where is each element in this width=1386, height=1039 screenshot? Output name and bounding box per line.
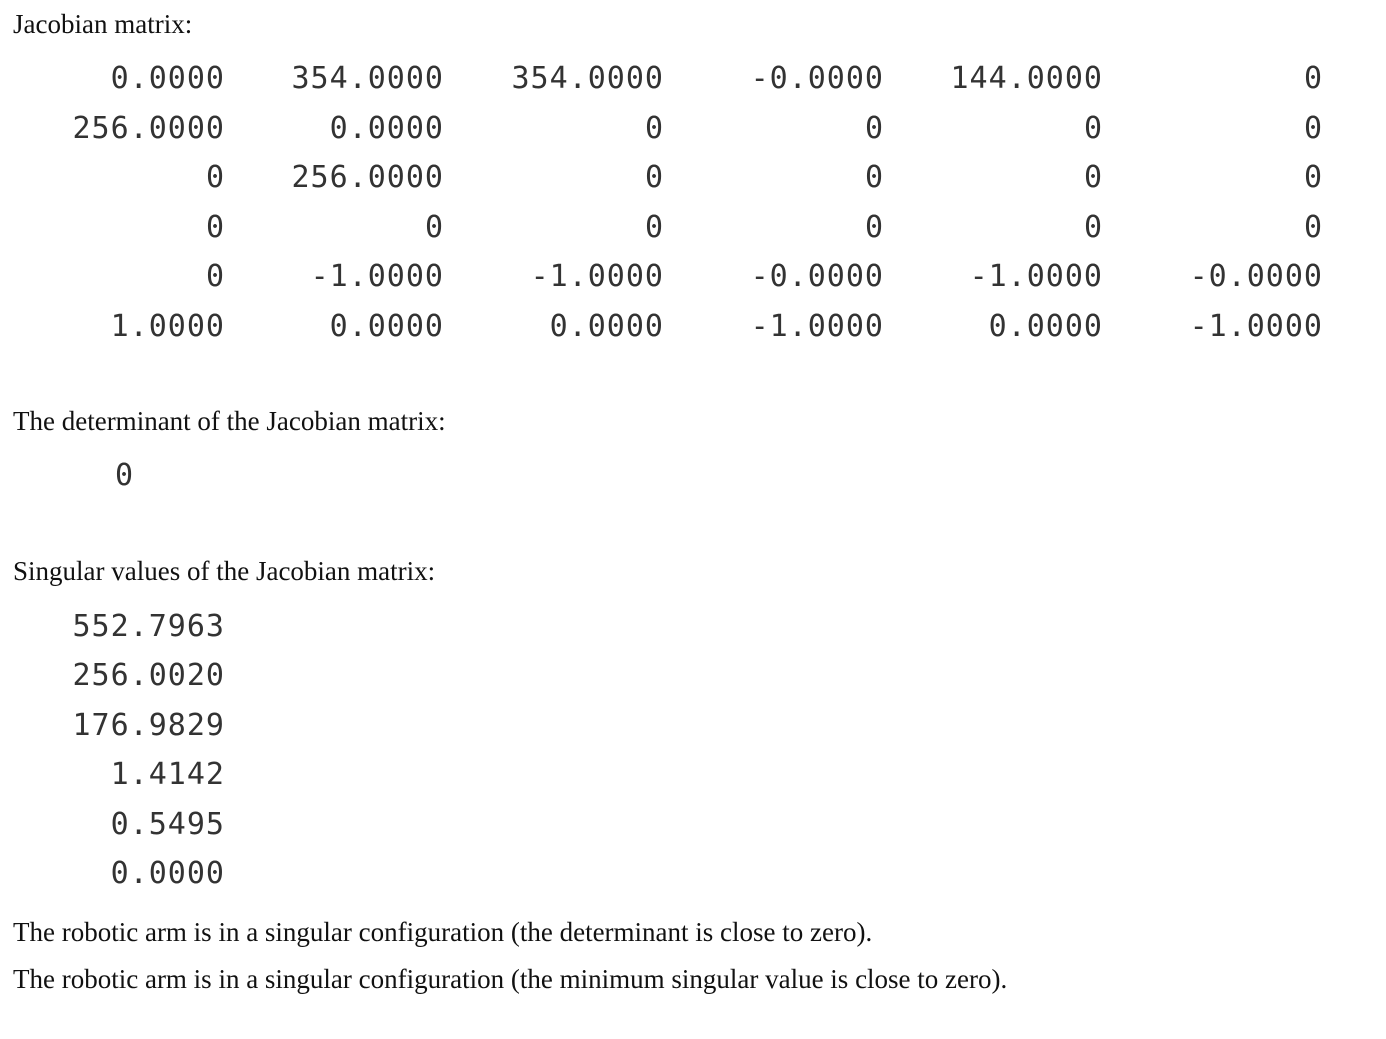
matrix-cell: -0.0000 [750, 259, 884, 295]
matrix-cell: 0 [1303, 160, 1323, 196]
matrix-cell: 0 [205, 160, 225, 196]
singular-value: 256.0020 [72, 658, 225, 694]
matrix-cell: 0.0000 [988, 308, 1103, 344]
singular-value: 1.4142 [110, 757, 225, 793]
matrix-cell: 0.0000 [329, 110, 444, 146]
matrix-cell: -1.0000 [750, 308, 884, 344]
matrix-cell: 0 [1303, 209, 1323, 245]
matrix-cell: 0 [205, 209, 225, 245]
matrix-cell: -1.0000 [310, 259, 444, 295]
matrix-cell: 0 [644, 209, 664, 245]
matrix-cell: 144.0000 [950, 61, 1103, 96]
matrix-cell: 0.0000 [110, 61, 225, 96]
matrix-cell: 0 [1083, 160, 1103, 196]
singular-values-title: Singular values of the Jacobian matrix: [13, 556, 436, 586]
matrix-cell: 0 [1083, 110, 1103, 146]
matrix-cell: 0.0000 [329, 308, 444, 344]
matrix-cell: -0.0000 [750, 61, 884, 96]
matrix-cell: -1.0000 [1189, 308, 1323, 344]
matrix-cell: 0 [864, 110, 884, 146]
jacobian-title: Jacobian matrix: [13, 9, 193, 39]
singular-value: 176.9829 [72, 707, 225, 743]
matrix-cell: 354.0000 [291, 61, 444, 96]
singular-value: 0.0000 [110, 855, 225, 891]
matrix-cell: 0 [205, 259, 225, 295]
matrix-cell: 256.0000 [72, 110, 225, 146]
matrix-cell: 0.0000 [549, 308, 664, 344]
matrix-cell: -1.0000 [530, 259, 664, 295]
matrix-cell: 0 [1303, 110, 1323, 146]
matrix-cell: 0 [644, 110, 664, 146]
determinant-message: The robotic arm is in a singular configuration (the determinant is close to zero). [13, 917, 873, 947]
matrix-cell: 0 [1083, 209, 1103, 245]
singular-value: 552.7963 [72, 609, 225, 644]
singular-value: 0.5495 [110, 806, 225, 842]
matrix-cell: 0 [1303, 61, 1323, 96]
matrix-cell: 0 [424, 209, 444, 245]
determinant-value: 0 [114, 458, 134, 493]
matrix-cell: 1.0000 [110, 308, 225, 344]
matrix-cell: 256.0000 [291, 160, 444, 196]
matrix-cell: 0 [644, 160, 664, 196]
matrix-cell: -1.0000 [969, 259, 1103, 295]
singular-value-message: The robotic arm is in a singular configuration (the minimum singular value is close to zero). [13, 964, 1008, 994]
singular-values-list [0, 602, 225, 898]
matrix-cell: 0 [864, 209, 884, 245]
matrix-cell: 0 [864, 160, 884, 196]
determinant-title: The determinant of the Jacobian matrix: [13, 406, 446, 436]
matrix-cell: 354.0000 [511, 61, 664, 96]
matrix-cell: -0.0000 [1189, 259, 1323, 295]
